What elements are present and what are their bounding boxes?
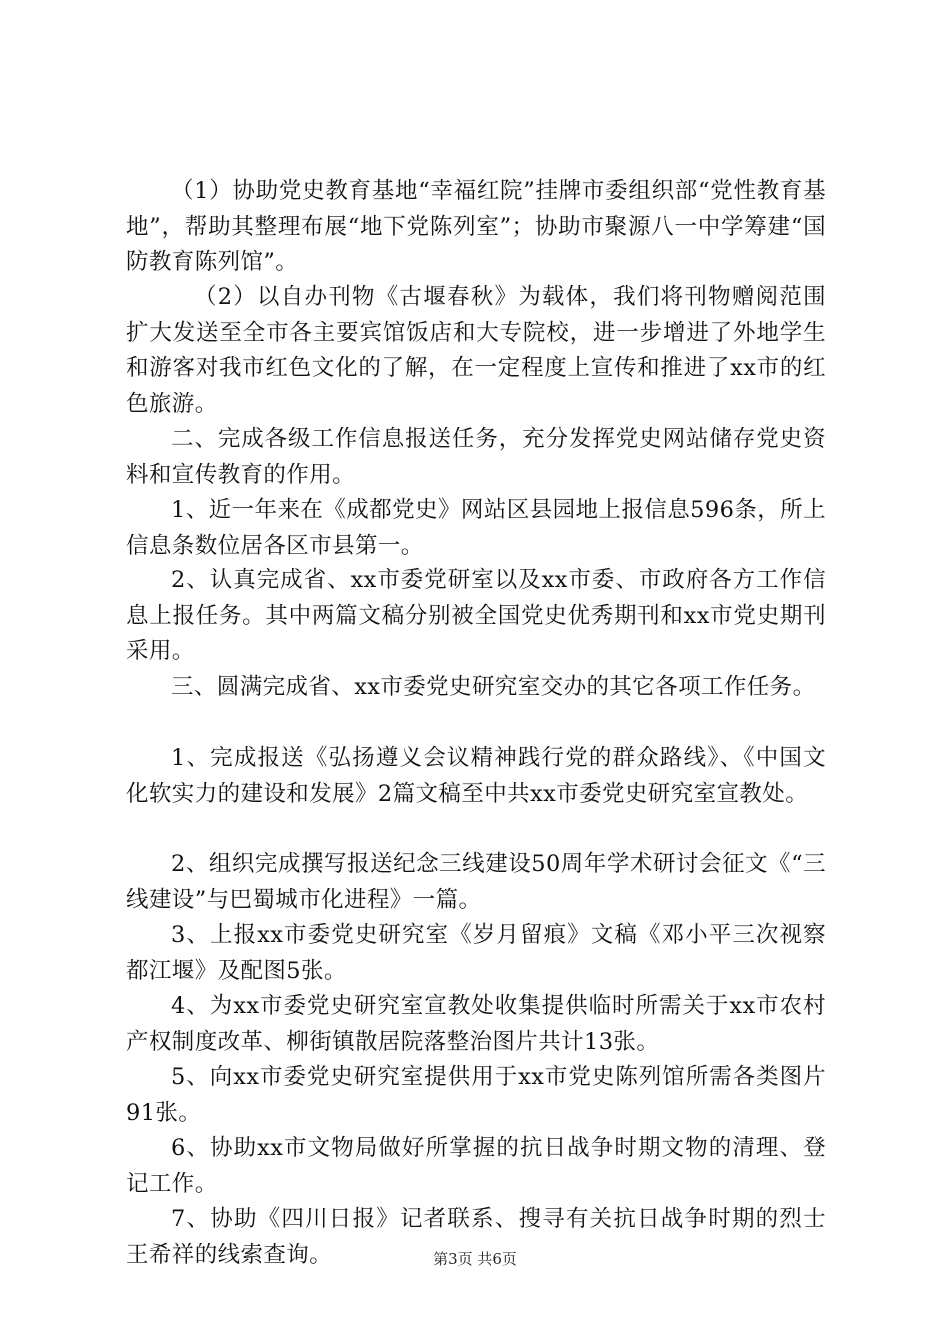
paragraph-4: 1、近一年来在《成都党史》网站区县园地上报信息596条，所上信息条数位居各区市县第一。 [126, 497, 826, 559]
paragraph-11: 5、向xx市委党史研究室提供用于xx市党史陈列馆所需各类图片91张。 [126, 1064, 826, 1126]
paragraph-13: 7、协助《四川日报》记者联系、搜寻有关抗日战争时期的烈士王希祥的线索查询。 [126, 1206, 826, 1268]
page-footer: 第3页 共6页 [433, 1250, 517, 1268]
paragraph-3: 二、完成各级工作信息报送任务，充分发挥党史网站储存党史资料和宣传教育的作用。 [126, 426, 826, 488]
paragraph-1: （1）协助党史教育基地“幸福红院”挂牌市委组织部“党性教育基地”，帮助其整理布展“地下党陈列室”；协助市聚源八一中学筹建“国防教育陈列馆”。 [126, 178, 826, 275]
paragraph-5: 2、认真完成省、xx市委党研室以及xx市委、市政府各方工作信息上报任务。其中两篇文稿分别被全国党史优秀期刊和xx市党史期刊采用。 [126, 567, 826, 664]
paragraph-8: 2、组织完成撰写报送纪念三线建设50周年学术研讨会征文《“三线建设”与巴蜀城市化进程》一篇。 [126, 851, 826, 913]
paragraph-7: 1、完成报送《弘扬遵义会议精神践行党的群众路线》、《中国文化软实力的建设和发展》2篇文稿至中共xx市委党史研究室宣教处。 [126, 745, 826, 807]
paragraph-2: （2）以自办刊物《古堰春秋》为载体，我们将刊物赠阅范围扩大发送至全市各主要宾馆饭店和大专院校，进一步增进了外地学生和游客对我市红色文化的了解，在一定程度上宣传和推进了xx市的红色旅游。 [126, 284, 826, 417]
paragraph-10: 4、为xx市委党史研究室宣教处收集提供临时所需关于xx市农村产权制度改革、柳街镇散居院落整治图片共计13张。 [126, 993, 826, 1055]
paragraph-6: 三、圆满完成省、xx市委党史研究室交办的其它各项工作任务。 [171, 674, 816, 700]
paragraph-12: 6、协助xx市文物局做好所掌握的抗日战争时期文物的清理、登记工作。 [126, 1135, 826, 1197]
paragraph-9: 3、上报xx市委党史研究室《岁月留痕》文稿《邓小平三次视察都江堰》及配图5张。 [126, 922, 826, 984]
